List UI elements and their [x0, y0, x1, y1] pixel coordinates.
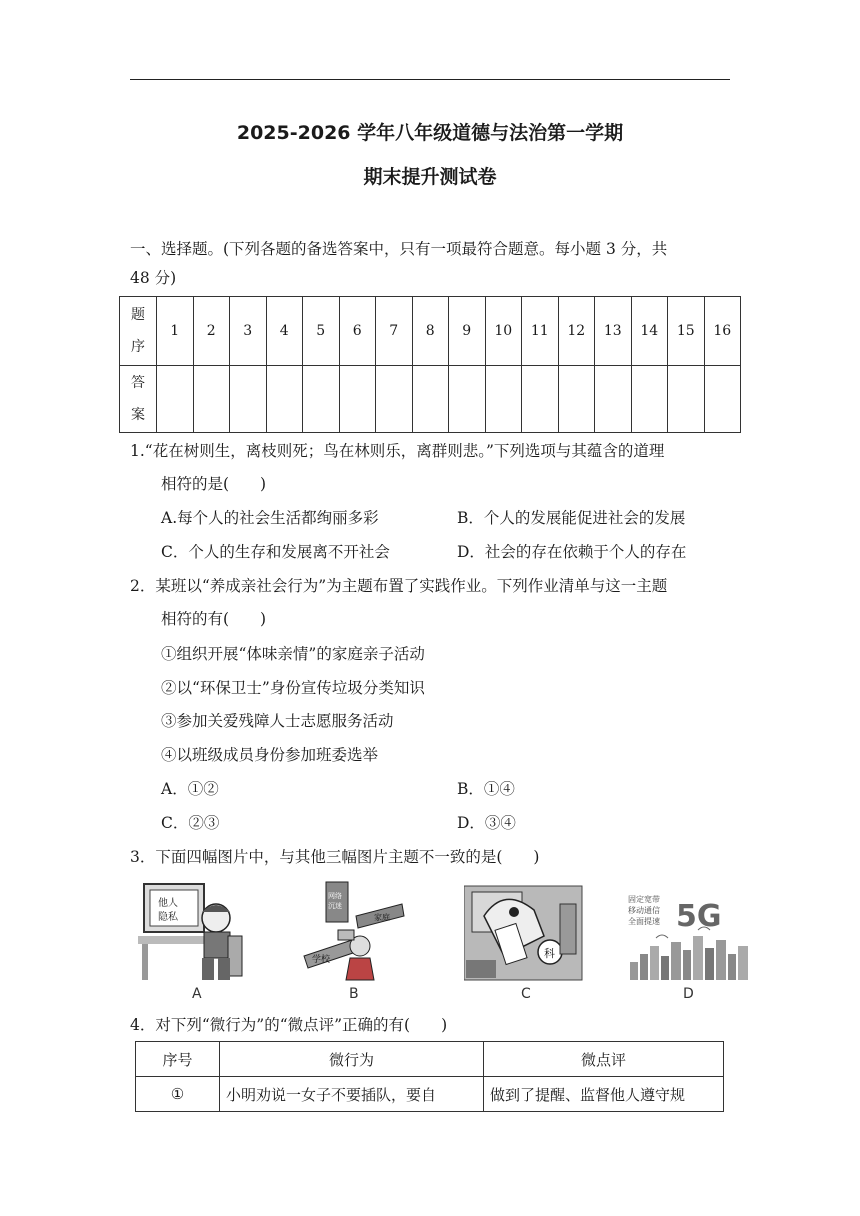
answer-table-number: 16 [704, 297, 741, 366]
q1-option-b: B．个人的发展能促进社会的发展 [457, 509, 686, 527]
exam-title: 2025-2026 学年八年级道德与法治第一学期 [236, 122, 624, 144]
answer-cell[interactable] [631, 366, 668, 433]
q1-option-a: A.每个人的社会生活都绚丽多彩 [161, 509, 379, 527]
q2-option-d: D．③④ [457, 814, 516, 832]
q4-header-behavior: 微行为 [220, 1042, 484, 1077]
answer-cell[interactable] [303, 366, 340, 433]
pic-b-text-3: 学校 [312, 955, 331, 965]
q4-stem: 4．对下列“微行为”的“微点评”正确的有( ) [130, 1016, 448, 1034]
q4-row-behavior: 小明劝说一女子不要插队，要自 [220, 1077, 484, 1112]
answer-cell[interactable] [376, 366, 413, 433]
pic-b-text-4: 家庭 [374, 913, 390, 922]
header-rule [130, 79, 730, 80]
answer-cell[interactable] [668, 366, 705, 433]
answer-table-row-header: 答 案 [120, 366, 157, 433]
answer-cell[interactable] [558, 366, 595, 433]
answer-table-number: 5 [303, 297, 340, 366]
answer-table-number: 4 [266, 297, 303, 366]
pic-d-text-1: 固定宽带 [628, 895, 660, 904]
q4-header-comment: 微点评 [484, 1042, 724, 1077]
privacy-cartoon-icon [138, 876, 248, 984]
q2-item-1: ①组织开展“体味亲情”的家庭亲子活动 [161, 645, 425, 663]
pic-c-text-1: 科 [544, 947, 555, 960]
pic-d-text-4: 5G [676, 899, 722, 934]
pic-a-text-1: 他人 [158, 898, 178, 909]
answer-table-number: 1 [157, 297, 194, 366]
answer-table-number: 8 [412, 297, 449, 366]
answer-cell[interactable] [193, 366, 230, 433]
5g-city-icon [626, 876, 752, 984]
pic-d-label: D [683, 986, 694, 1002]
q3-stem: 3．下面四幅图片中，与其他三幅图片主题不一致的是( ) [130, 848, 540, 866]
q3-pictures [130, 876, 770, 1006]
answer-table [119, 296, 741, 433]
pic-b-label: B [349, 986, 359, 1002]
technology-cartoon-icon [464, 876, 584, 984]
q2-option-c: C．②③ [161, 814, 220, 832]
answer-cell[interactable] [485, 366, 522, 433]
internet-addiction-cartoon-icon [298, 876, 408, 984]
answer-cell[interactable] [266, 366, 303, 433]
answer-table-number: 14 [631, 297, 668, 366]
pic-a-text-2: 隐私 [158, 912, 178, 923]
pic-a-label: A [192, 986, 202, 1002]
q1-stem: 1.“花在树则生，离枝则死；鸟在林则乐，离群则悲。”下列选项与其蕴含的道理 [130, 442, 665, 460]
pic-d-text-2: 移动通信 [628, 906, 660, 915]
pic-c-label: C [521, 986, 531, 1002]
q4-row-index: ① [136, 1077, 220, 1112]
q2-stem: 2．某班以“养成亲社会行为”为主题布置了实践作业。下列作业清单与这一主题 [130, 577, 668, 595]
answer-cell[interactable] [704, 366, 741, 433]
answer-table-row-header: 题 序 [120, 297, 157, 366]
pic-d-text-3: 全面提速 [628, 917, 660, 926]
q4-row-comment: 做到了提醒、监督他人遵守规 [484, 1077, 724, 1112]
answer-table-number: 13 [595, 297, 632, 366]
answer-table-number: 3 [230, 297, 267, 366]
answer-table-number: 7 [376, 297, 413, 366]
pic-b-text-2: 沉迷 [328, 902, 342, 910]
answer-table-number: 6 [339, 297, 376, 366]
q2-item-2: ②以“环保卫士”身份宣传垃圾分类知识 [161, 679, 425, 697]
q1-option-d: D．社会的存在依赖于个人的存在 [457, 543, 687, 561]
answer-cell[interactable] [522, 366, 559, 433]
answer-table-number: 12 [558, 297, 595, 366]
q2-item-3: ③参加关爱残障人士志愿服务活动 [161, 712, 394, 730]
pic-b-text-1: 网络 [328, 892, 342, 900]
answer-table-number: 9 [449, 297, 486, 366]
q4-table [135, 1041, 724, 1112]
answer-table-number: 10 [485, 297, 522, 366]
q2-stem-cont: 相符的有( ) [161, 610, 267, 628]
answer-cell[interactable] [412, 366, 449, 433]
exam-subtitle: 期末提升测试卷 [363, 166, 497, 188]
q2-option-a: A．①② [161, 780, 219, 798]
q1-stem-cont: 相符的是( ) [161, 475, 267, 493]
answer-cell[interactable] [339, 366, 376, 433]
answer-cell[interactable] [157, 366, 194, 433]
q2-item-4: ④以班级成员身份参加班委选举 [161, 746, 379, 764]
answer-table-number: 11 [522, 297, 559, 366]
answer-cell[interactable] [230, 366, 267, 433]
section-instruction: 一、选择题。(下列各题的备选答案中，只有一项最符合题意。每小题 3 分，共 [130, 240, 668, 258]
answer-cell[interactable] [449, 366, 486, 433]
section-instruction-cont: 48 分) [130, 269, 177, 287]
answer-cell[interactable] [595, 366, 632, 433]
answer-table-number: 2 [193, 297, 230, 366]
q2-option-b: B．①④ [457, 780, 515, 798]
q1-option-c: C．个人的生存和发展离不开社会 [161, 543, 390, 561]
q4-header-index: 序号 [136, 1042, 220, 1077]
answer-table-number: 15 [668, 297, 705, 366]
